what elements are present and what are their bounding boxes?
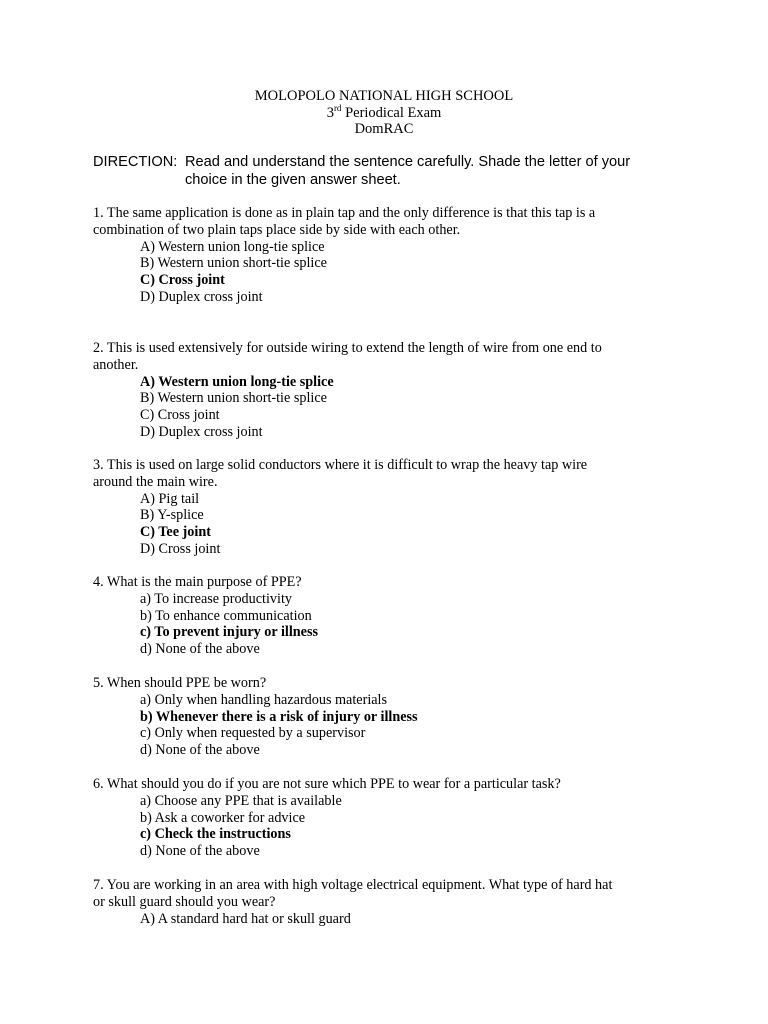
answer-option: D) Duplex cross joint (140, 288, 263, 305)
answer-option: a) To increase productivity (140, 590, 292, 607)
answer-option: C) Tee joint (140, 524, 211, 541)
question-1 (93, 205, 673, 306)
direction-line-1: Read and understand the sentence carefully. Shade the letter of your (185, 154, 631, 170)
question-text-line: around the main wire. (93, 473, 218, 490)
answer-option: A) Western union long-tie splice (140, 373, 334, 390)
question-text-line: 3. This is used on large solid conductors where it is difficult to wrap the heavy tap wire (93, 457, 588, 473)
direction-line-2: choice in the given answer sheet. (185, 171, 401, 188)
question-6 (93, 776, 673, 860)
question-text-line: or skull guard should you wear? (93, 893, 276, 910)
answer-option: c) To prevent injury or illness (140, 624, 319, 641)
exam-title-rest: Periodical Exam (341, 104, 442, 121)
question-text-line: 5. When should PPE be worn? (93, 675, 267, 691)
exam-number: 3 (326, 104, 334, 121)
question-text-line: 1. The same application is done as in plain tap and the only difference is that this tap is a (93, 205, 596, 221)
question-5 (93, 675, 673, 759)
exam-title (0, 102, 768, 122)
answer-option: C) Cross joint (140, 407, 220, 424)
answer-option: c) Check the instructions (140, 826, 291, 843)
question-text-line: 4. What is the main purpose of PPE? (93, 574, 302, 590)
answer-option: a) Choose any PPE that is available (140, 792, 342, 809)
answer-option: A) Western union long-tie splice (140, 238, 325, 255)
answer-option: B) Western union short-tie splice (140, 390, 327, 407)
question-2 (93, 340, 673, 441)
question-text-line: combination of two plain taps place side by side with each other. (93, 221, 461, 238)
answer-option: b) To enhance communication (140, 607, 312, 624)
answer-option: d) None of the above (140, 641, 260, 658)
answer-option: D) Duplex cross joint (140, 423, 263, 440)
question-text-line: another. (93, 356, 139, 373)
answer-option: d) None of the above (140, 742, 260, 759)
answer-option: A) A standard hard hat or skull guard (140, 910, 351, 927)
direction-label: DIRECTION: (93, 154, 178, 170)
answer-option: d) None of the above (140, 843, 260, 860)
directions (93, 154, 693, 189)
answer-option: B) Western union short-tie splice (140, 255, 327, 272)
question-text-line: 6. What should you do if you are not sure which PPE to wear for a particular task? (93, 776, 561, 792)
question-4 (93, 574, 673, 658)
question-7 (93, 877, 673, 927)
answer-option: c) Only when requested by a supervisor (140, 725, 366, 742)
answer-option: b) Whenever there is a risk of injury or illness (140, 708, 418, 725)
subject-name: DomRAC (354, 121, 414, 137)
answer-option: a) Only when handling hazardous materials (140, 691, 388, 708)
school-name: MOLOPOLO NATIONAL HIGH SCHOOL (254, 88, 514, 104)
question-text-line: 7. You are working in an area with high voltage electrical equipment. What type of hard hat (93, 877, 613, 893)
exam-header (0, 88, 768, 138)
answer-option: D) Cross joint (140, 540, 221, 557)
answer-option: B) Y-splice (140, 507, 204, 524)
answer-option: A) Pig tail (140, 490, 200, 507)
answer-option: b) Ask a coworker for advice (140, 809, 306, 826)
question-text-line: 2. This is used extensively for outside wiring to extend the length of wire from one end to (93, 340, 602, 356)
answer-option: C) Cross joint (140, 272, 225, 289)
exam-ordinal-suffix: rd (333, 102, 342, 113)
question-3 (93, 457, 673, 558)
